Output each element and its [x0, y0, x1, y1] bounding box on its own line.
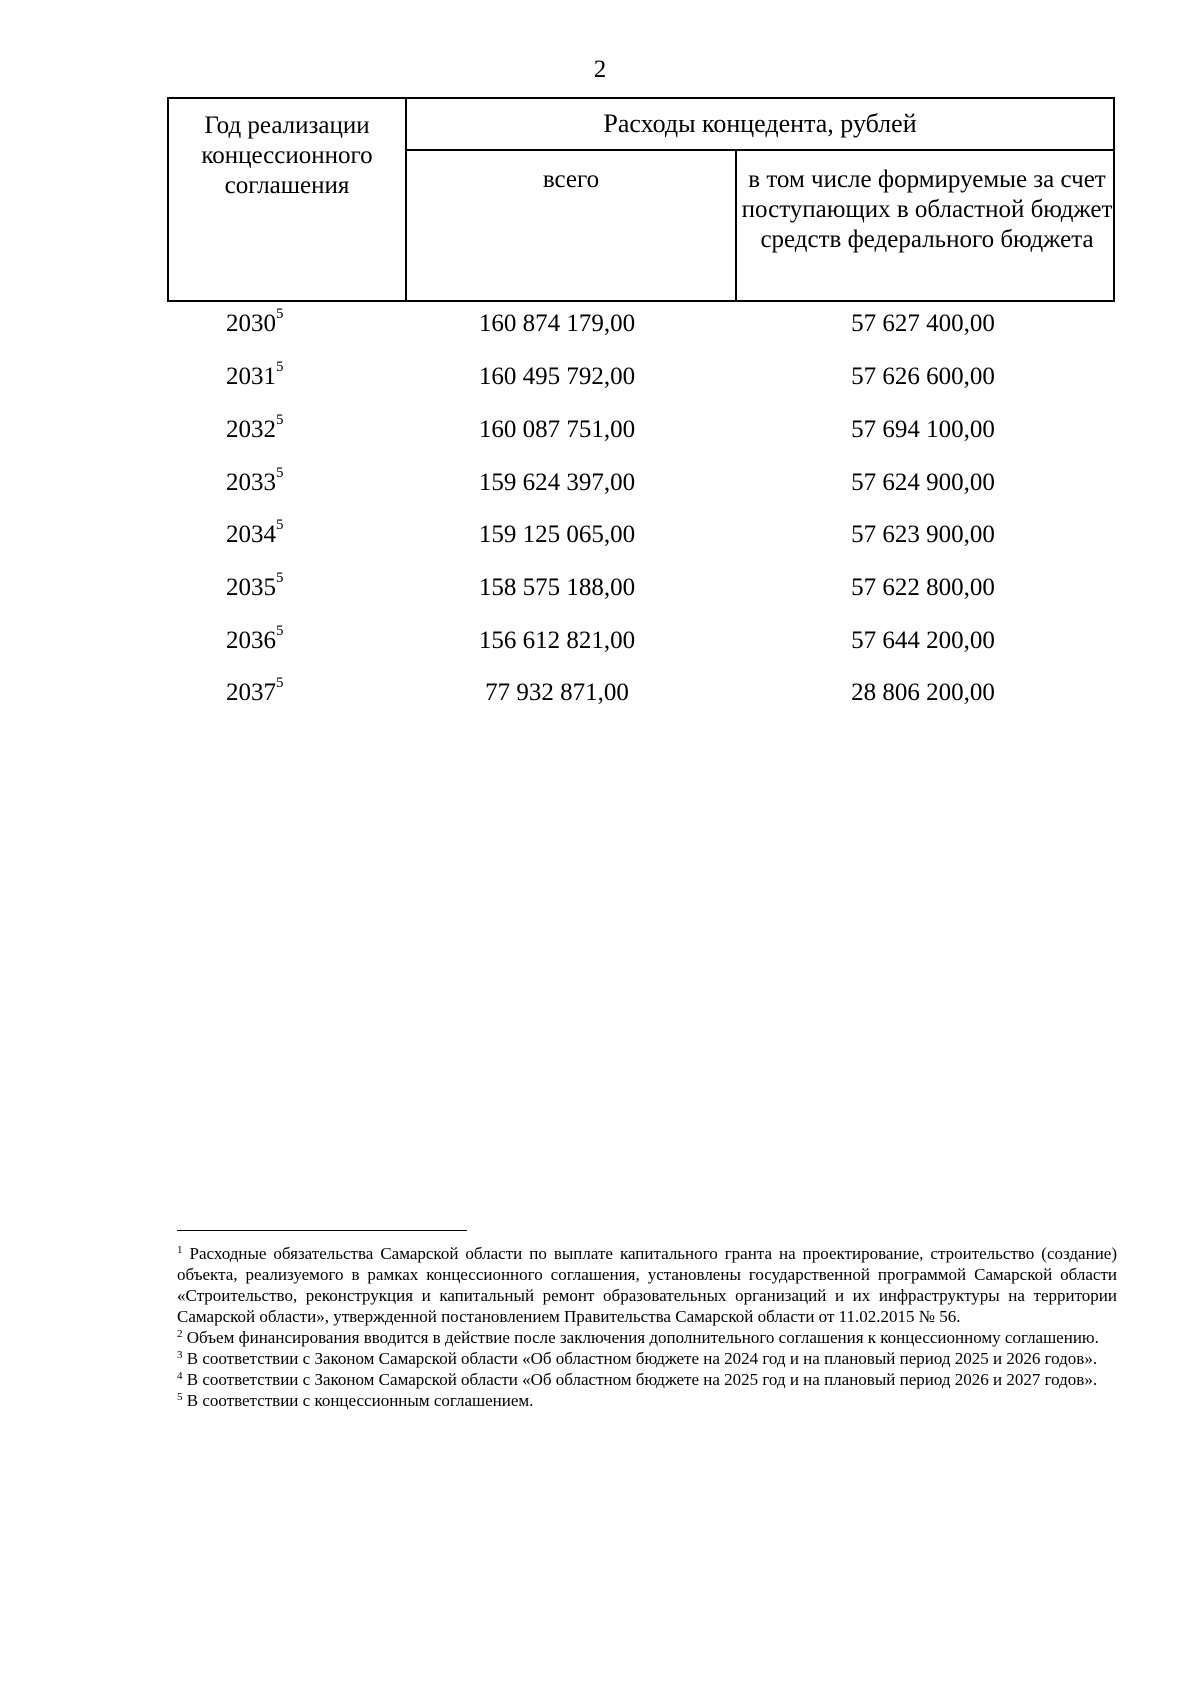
row-total: 159 624 397,00	[478, 469, 636, 496]
footnote-text: Объем финансирования вводится в действие после заключения дополнительного соглашения к концессионному соглашению.	[186, 1328, 1099, 1347]
header-subdivider	[405, 149, 1113, 151]
footnote-text: В соответствии с Законом Самарской области «Об областном бюджете на 2024 год и на плановый период 2025 и 2026 годов».	[186, 1349, 1098, 1368]
row-total: 160 495 792,00	[478, 363, 636, 390]
row-year-value: 2032	[226, 416, 276, 443]
footnote-number: 2	[177, 1328, 183, 1340]
row-total: 156 612 821,00	[478, 627, 636, 654]
table-row	[0, 570, 1200, 614]
row-total: 160 874 179,00	[478, 310, 636, 337]
footnote	[177, 1390, 1117, 1411]
footnote	[177, 1243, 1117, 1327]
header-expenses: Расходы концедента, рублей	[603, 109, 917, 138]
row-total: 158 575 188,00	[478, 574, 636, 601]
row-year-value: 2031	[226, 363, 276, 390]
row-total: 77 932 871,00	[485, 679, 629, 706]
footnote-number: 5	[177, 1391, 183, 1403]
table-row	[0, 359, 1200, 403]
footnote-number: 4	[177, 1370, 183, 1382]
row-year-note: 5	[276, 359, 284, 375]
row-year	[226, 517, 284, 549]
footnote-text: Расходные обязательства Самарской области по выплате капитального гранта на проектирование, строительство (создание) объекта, реализуемого в рамках концессионного соглашения, установлены государственной программой Самарской области «Строительство, реконструкция и капитальный ремонт образовательных организаций и их инфраструктуры на территории Самарской области», утвержденной постановлением Правительства Самарской области от 11.02.2015 № 56.	[177, 1244, 1118, 1326]
row-federal: 28 806 200,00	[851, 679, 995, 706]
footnote-number: 3	[177, 1349, 183, 1361]
footnote-rule	[177, 1230, 467, 1231]
row-federal: 57 622 800,00	[851, 574, 995, 601]
table-row	[0, 623, 1200, 667]
row-year	[226, 306, 284, 338]
row-year	[226, 412, 284, 444]
row-federal: 57 627 400,00	[851, 310, 995, 337]
row-total: 160 087 751,00	[478, 416, 636, 443]
footnote	[177, 1348, 1117, 1369]
table-row	[0, 465, 1200, 509]
footnotes	[177, 1243, 1117, 1411]
row-year-note: 5	[276, 570, 284, 586]
row-total: 159 125 065,00	[478, 521, 636, 548]
header-year-column: Год реализации концессионного соглашения	[201, 112, 373, 199]
footnote-text: В соответствии с концессионным соглашением.	[186, 1391, 534, 1410]
footnote-text: В соответствии с Законом Самарской области «Об областном бюджете на 2025 год и на плановый период 2026 и 2027 годов».	[186, 1370, 1098, 1389]
row-year-note: 5	[276, 623, 284, 639]
table-row	[0, 675, 1200, 719]
row-year-note: 5	[276, 412, 284, 428]
table-row	[0, 412, 1200, 456]
row-federal: 57 623 900,00	[851, 521, 995, 548]
row-federal: 57 694 100,00	[851, 416, 995, 443]
row-year-value: 2037	[226, 679, 276, 706]
row-federal: 57 626 600,00	[851, 363, 995, 390]
row-year-value: 2033	[226, 469, 276, 496]
table-row	[0, 517, 1200, 561]
row-year-note: 5	[276, 465, 284, 481]
footnote	[177, 1369, 1117, 1390]
page-number: 2	[593, 56, 607, 83]
header-total: всего	[542, 166, 600, 193]
row-year-value: 2035	[226, 574, 276, 601]
row-year	[226, 465, 284, 497]
footnote	[177, 1327, 1117, 1348]
row-year	[226, 359, 284, 391]
row-year	[226, 570, 284, 602]
header-federal: в том числе формируемые за счет поступающих в областной бюджет средств федерального бюджета	[741, 166, 1113, 253]
table-header	[167, 97, 1115, 302]
table-row	[0, 306, 1200, 350]
row-federal: 57 644 200,00	[851, 627, 995, 654]
row-year-note: 5	[276, 675, 284, 691]
footnote-number: 1	[177, 1244, 183, 1256]
header-divider-2	[735, 151, 737, 300]
row-year-value: 2030	[226, 310, 276, 337]
row-year	[226, 623, 284, 655]
row-year	[226, 675, 284, 707]
row-year-value: 2036	[226, 627, 276, 654]
row-federal: 57 624 900,00	[851, 469, 995, 496]
row-year-value: 2034	[226, 521, 276, 548]
row-year-note: 5	[276, 517, 284, 533]
row-year-note: 5	[276, 306, 284, 322]
